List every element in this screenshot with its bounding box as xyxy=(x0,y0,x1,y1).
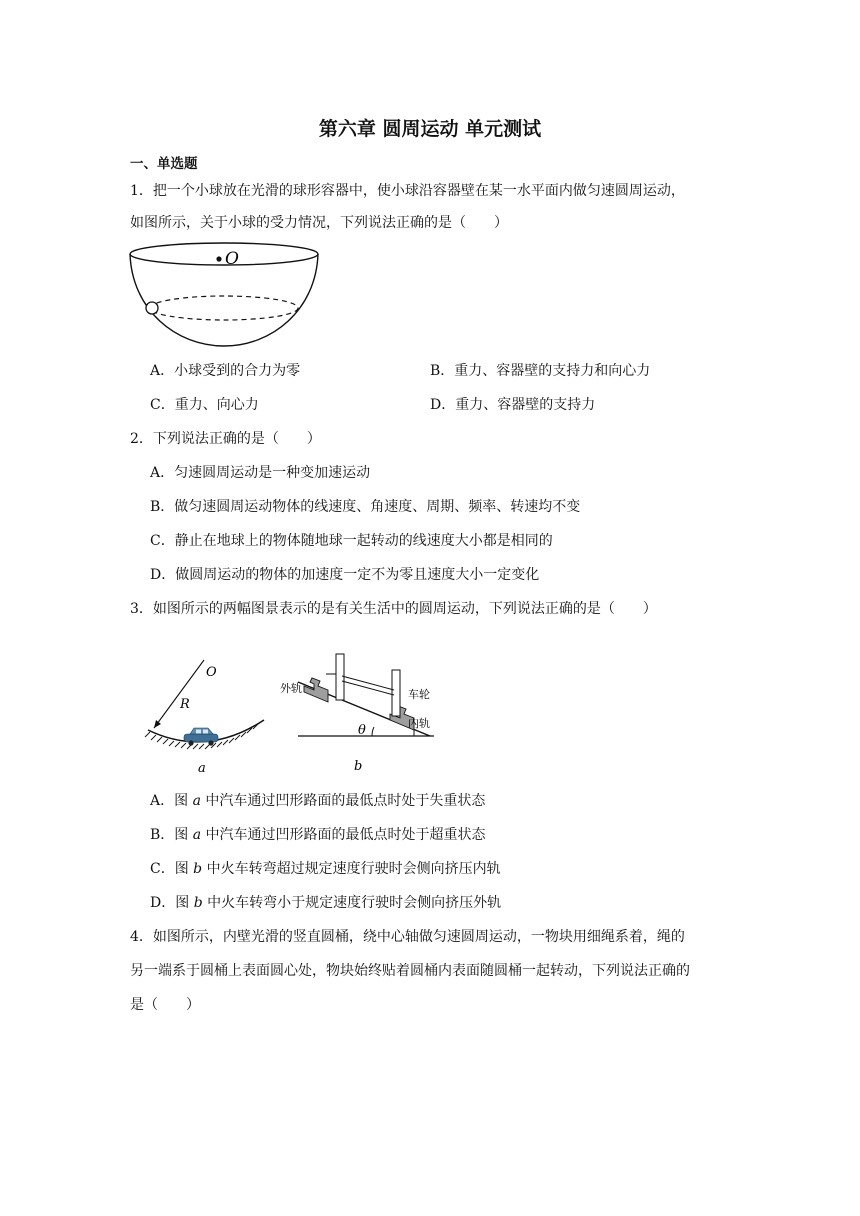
q4-stem-line3: 是（ ） xyxy=(130,997,200,1013)
radius-arrowhead xyxy=(154,720,161,728)
label-o: O xyxy=(225,249,239,269)
section-heading: 一、单选题 xyxy=(130,156,198,172)
q2-option-c[interactable]: C．静止在地球上的物体随地球一起转动的线速度大小都是相同的 xyxy=(150,533,553,549)
right-axle-post xyxy=(392,670,400,716)
outer-rail-wheel xyxy=(304,678,328,702)
label-wheel: 车轮 xyxy=(408,688,430,701)
left-axle-post xyxy=(336,654,344,700)
q2-option-d[interactable]: D．做圆周运动的物体的加速度一定不为零且速度大小一定变化 xyxy=(150,567,540,583)
q1-stem-line2: 如图所示，关于小球的受力情况，下列说法正确的是（ ） xyxy=(130,215,508,231)
q1-option-c[interactable]: C．重力、向心力 xyxy=(150,397,259,413)
label-r: R xyxy=(180,697,190,712)
q3-figure-b xyxy=(274,648,444,778)
q4-stem-line2: 另一端系于圆桶上表面圆心处，物块始终贴着圆桶内表面随圆桶一起转动，下列说法正确的 xyxy=(130,963,690,979)
label-outer-rail: 外轨 xyxy=(280,682,302,695)
q3-stem: 3．如图所示的两幅图景表示的是有关生活中的圆周运动，下列说法正确的是（ ） xyxy=(130,601,657,617)
label-o: O xyxy=(206,665,217,680)
q1-stem-line1: 1．把一个小球放在光滑的球形容器中，使小球沿容器壁在某一水平面内做匀速圆周运动， xyxy=(130,183,685,199)
q1-option-a[interactable]: A．小球受到的合力为零 xyxy=(150,363,301,379)
q2-option-a[interactable]: A．匀速圆周运动是一种变加速运动 xyxy=(150,465,371,481)
label-theta: θ xyxy=(358,723,366,738)
theta-arc xyxy=(372,727,374,736)
ball xyxy=(146,302,158,314)
center-point-o xyxy=(216,256,221,261)
caption-a: a xyxy=(198,761,206,776)
q2-option-b[interactable]: B．做匀速圆周运动物体的线速度、角速度、周期、频率、转速均不变 xyxy=(150,499,581,515)
q1-option-b[interactable]: B．重力、容器壁的支持力和向心力 xyxy=(430,363,651,379)
car-icon xyxy=(184,728,218,746)
q3-option-d[interactable]: D．图 b 中火车转弯小于规定速度行驶时会侧向挤压外轨 xyxy=(150,895,502,911)
label-inner-rail: 内轨 xyxy=(408,717,430,730)
horizontal-circle-path xyxy=(150,296,298,320)
q4-stem-line1: 4．如图所示，内壁光滑的竖直圆桶，绕中心轴做匀速圆周运动，一物块用细绳系着，绳的 xyxy=(130,929,685,945)
q3-option-a[interactable]: A．图 a 中汽车通过凹形路面的最低点时处于失重状态 xyxy=(150,793,486,809)
q3-option-c[interactable]: C．图 b 中火车转弯超过规定速度行驶时会侧向挤压内轨 xyxy=(150,861,501,877)
caption-b: b xyxy=(354,759,363,774)
bowl-rim xyxy=(130,243,318,265)
q3-figure-a xyxy=(140,656,270,778)
q1-option-d[interactable]: D．重力、容器壁的支持力 xyxy=(430,397,596,413)
radius-line xyxy=(154,660,204,728)
page-title: 第六章 圆周运动 单元测试 xyxy=(318,118,542,140)
bowl-body xyxy=(130,254,318,346)
q3-option-b[interactable]: B．图 a 中汽车通过凹形路面的最低点时处于超重状态 xyxy=(150,827,486,843)
q2-stem: 2．下列说法正确的是（ ） xyxy=(130,431,321,447)
q1-bowl-figure xyxy=(126,240,322,352)
